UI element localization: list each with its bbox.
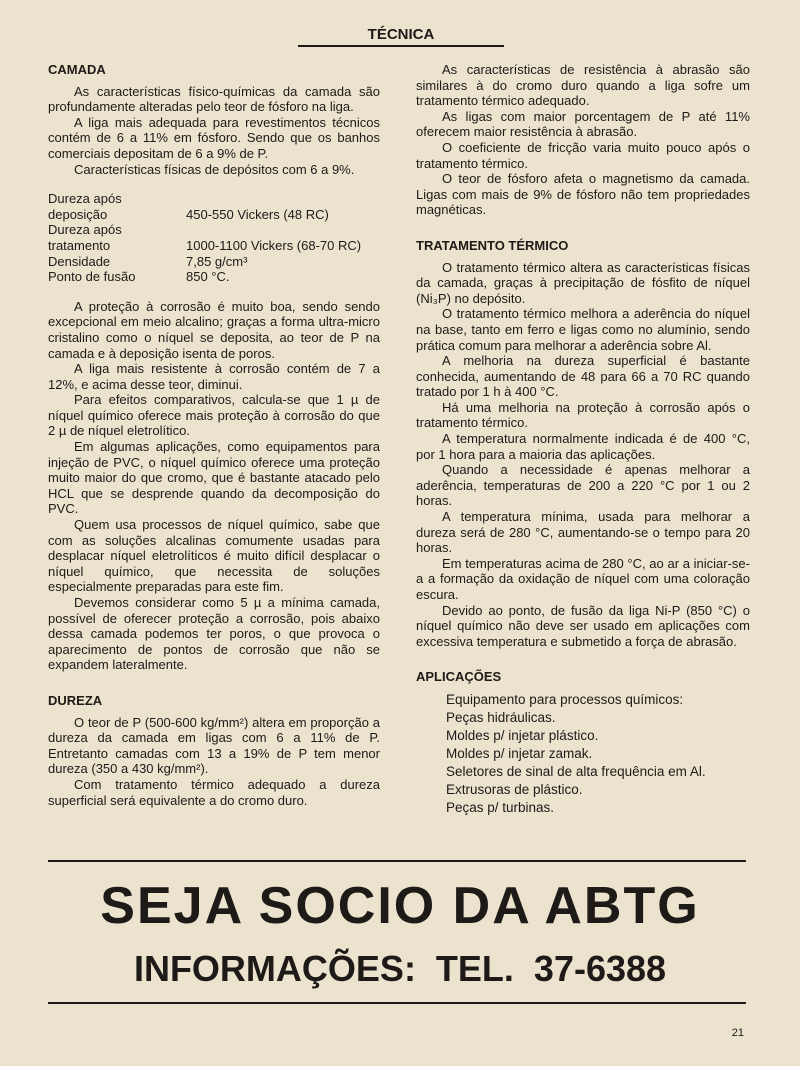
applications-list <box>446 691 750 817</box>
list-item: Moldes p/ injetar zamak. <box>446 745 593 761</box>
table-row <box>48 238 380 254</box>
page-number: 21 <box>731 1027 744 1039</box>
paragraph: A proteção à corrosão é muito boa, sendo sendo excepcional em meio alcalino; graças a forma ultra-micro cristalino como o níquel se deposita, ao teor de P na camada e à deposição isenta de poros. <box>48 298 380 361</box>
paragraph: Para efeitos comparativos, calcula-se que 1 µ de níquel químico oferece mais proteção à corrosão do que 2 µ de níquel eletrolítico. <box>48 392 380 439</box>
list-item: Peças p/ turbinas. <box>446 799 555 815</box>
right-column <box>416 62 750 817</box>
table-row <box>48 269 380 285</box>
paragraph: As características físico-químicas da camada são profundamente alteradas pelo teor de fósforo na liga. <box>48 83 380 115</box>
property-name: Densidade <box>48 253 111 269</box>
paragraph: O coeficiente de fricção varia muito pouco após o tratamento térmico. <box>416 139 750 171</box>
left-column <box>48 62 380 808</box>
property-value: 1000-1100 Vickers (68-70 RC) <box>186 237 362 253</box>
paragraph: Devemos considerar como 5 µ a mínima camada, possível de oferecer proteção a corrosão, pois abaixo dessa camada podemos ter poros, o que provoca o aparecimento de pontos de corrosão que não se expandem lateralmente. <box>48 595 380 673</box>
list-item: Equipamento para processos químicos: <box>446 691 684 707</box>
property-value: 7,85 g/cm³ <box>186 253 248 269</box>
paragraph: O tratamento térmico altera as características físicas da camada, graças à precipitação de fósfito de níquel (Ni₃P) no depósito. <box>416 259 750 306</box>
table-row <box>48 254 380 270</box>
property-name: tratamento <box>48 237 111 253</box>
table-row <box>48 207 380 223</box>
list-item: Seletores de sinal de alta frequência em Al. <box>446 763 706 779</box>
table-row <box>48 191 380 207</box>
paragraph: Características físicas de depósitos com 6 a 9%. <box>74 161 355 177</box>
paragraph: Há uma melhoria na proteção à corrosão após o tratamento térmico. <box>416 399 750 431</box>
list-item: Extrusoras de plástico. <box>446 781 583 797</box>
property-name: deposição <box>48 206 108 222</box>
list-item: Peças hidráulicas. <box>446 709 556 725</box>
paragraph: As características de resistência à abrasão são similares à do cromo duro quando a liga sofre um tratamento térmico adequado. <box>416 62 750 109</box>
section-header: TÉCNICA <box>298 26 504 47</box>
heading-tratamento-termico: TRATAMENTO TÉRMICO <box>416 237 569 253</box>
property-name: Dureza após <box>48 222 122 238</box>
paragraph: A liga mais resistente à corrosão contém de 7 a 12%, e acima desse teor, diminui. <box>48 361 380 392</box>
paragraph: Devido ao ponto, de fusão da liga Ni-P (850 °C) o níquel químico não deve ser usado em aplicações com excessiva temperatura e submetido a força de abrasão. <box>416 602 750 649</box>
heading-dureza: DUREZA <box>48 692 103 708</box>
property-value: 850 °C. <box>186 269 230 285</box>
property-name: Ponto de fusão <box>48 269 136 285</box>
paragraph: O tratamento térmico melhora a aderência do níquel na base, tanto em ferro e ligas como no alumínio, sendo prática comum para melhorar a aderência sobre Al. <box>416 306 750 353</box>
paragraph: Com tratamento térmico adequado a dureza superficial será equivalente a do cromo duro. <box>48 776 380 808</box>
ad-contact: INFORMAÇÕES: TEL. 37-6388 <box>133 948 667 989</box>
paragraph: Em algumas aplicações, como equipamentos para injeção de PVC, o níquel químico oferece uma proteção muito maior do que cromo, que é bastante atacado pelo HCL que se desprende quando da decomposição do PVC. <box>48 439 380 517</box>
ad-top-rule <box>48 860 746 862</box>
paragraph: As ligas com maior porcentagem de P até 11% oferecem maior resistência à abrasão. <box>416 108 750 140</box>
ad-title: SEJA SOCIO DA ABTG <box>100 877 700 935</box>
paragraph: A liga mais adequada para revestimentos técnicos contém de 6 a 11% em fósforo. Sendo que os banhos comerciais depositam de 6 a 9% de P. <box>48 114 380 161</box>
heading-aplicacoes: APLICAÇÕES <box>416 669 502 685</box>
paragraph: A melhoria na dureza superficial é bastante conhecida, aumentando de 48 para 66 a 70 RC quando tratado por 1 h à 400 °C. <box>416 353 750 400</box>
paragraph: O teor de P (500-600 kg/mm²) altera em proporção a dureza da camada em ligas com 6 a 11% de P. Entretanto camadas com 13 a 19% de P tem menor dureza (350 a 430 kg/mm²). <box>48 714 380 777</box>
paragraph: Quando a necessidade é apenas melhorar a aderência, temperaturas de 200 a 220 °C por 1 ou 2 horas. <box>416 462 750 509</box>
property-value: 450-550 Vickers (48 RC) <box>186 206 329 222</box>
list-item: Moldes p/ injetar plástico. <box>446 727 599 743</box>
physical-properties-table <box>48 191 380 285</box>
paragraph: A temperatura mínima, usada para melhorar a dureza será de 280 °C, aumentando-se o tempo para 20 horas. <box>416 509 750 556</box>
paragraph: Em temperaturas acima de 280 °C, ao ar a iniciar-se-a a formação da oxidação de níquel com uma coloração escura. <box>416 555 750 602</box>
table-row <box>48 222 380 238</box>
paragraph: O teor de fósforo afeta o magnetismo da camada. Ligas com mais de 9% de fósforo não tem propriedades magnéticas. <box>416 171 750 218</box>
property-value <box>186 222 380 238</box>
ad-bottom-rule <box>48 1002 746 1004</box>
paragraph: Quem usa processos de níquel químico, sabe que com as soluções alcalinas comumente usadas para desplacar níquel eletrolíticos é muito difícil desplacar o níquel químico, que necessita de soluções especialmente preparadas para este fim. <box>48 517 380 595</box>
property-name: Dureza após <box>48 191 122 207</box>
paragraph: A temperatura normalmente indicada é de 400 °C, por 1 hora para a maioria das aplicações. <box>416 431 750 462</box>
heading-camada: CAMADA <box>48 62 106 77</box>
property-value <box>186 191 380 207</box>
